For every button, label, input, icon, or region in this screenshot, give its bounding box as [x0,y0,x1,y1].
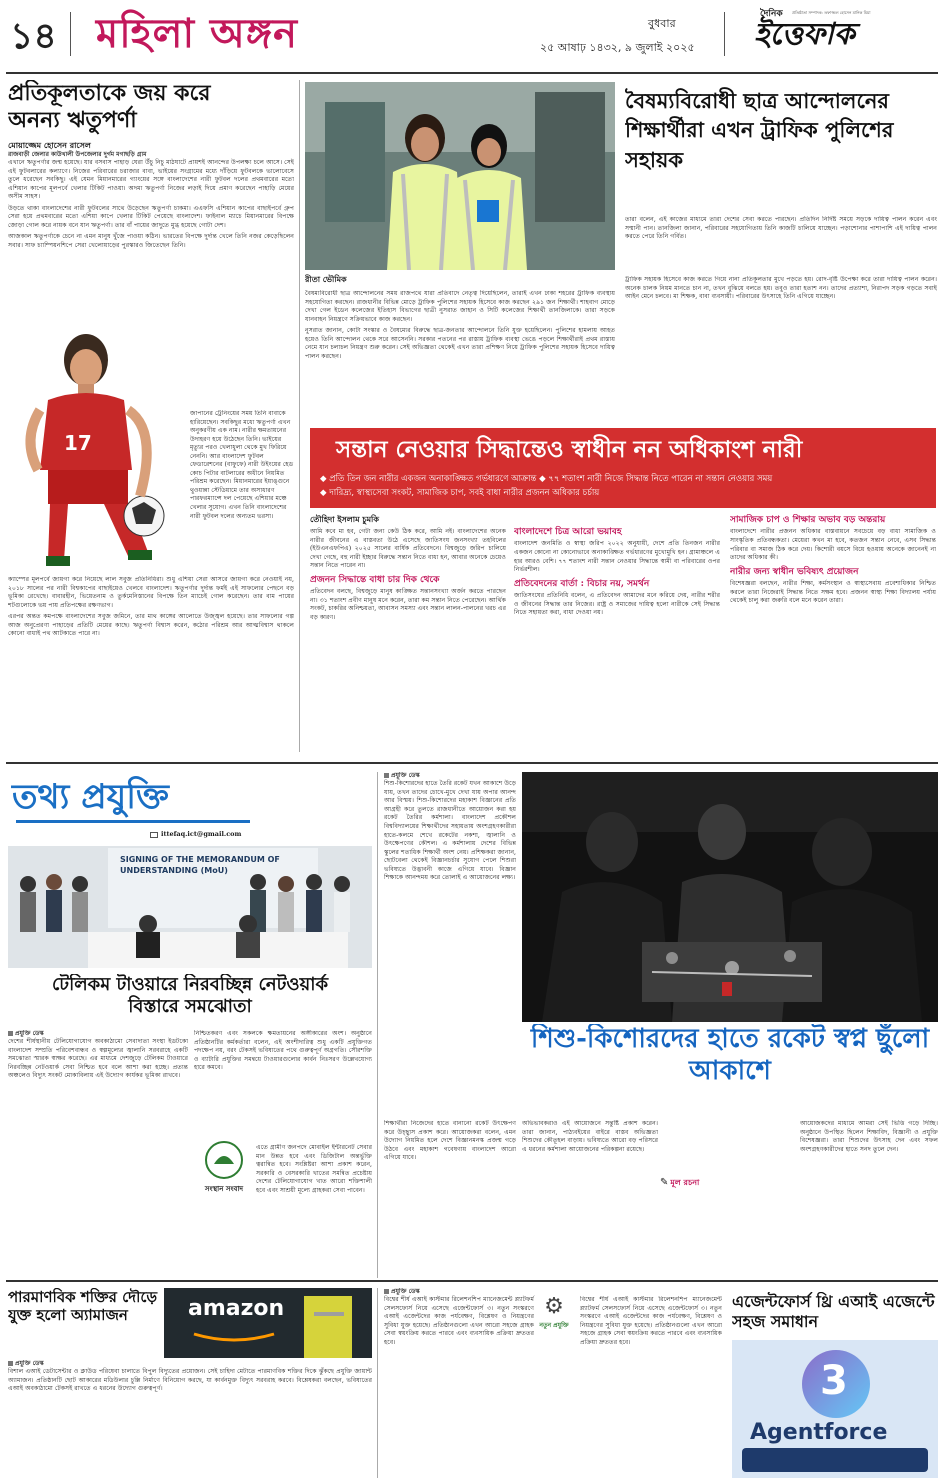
rituparna-sidecol: জাপানের ট্রেনিংয়ের সময় তিনি বাবাকে হারিয়েছেন। সবকিছুর মধ্যে ঋতুপর্ণা এখন অনুকরণীয় এক নাম। নারীর ক্ষমতায়নের উদাহরণ হয়ে উঠেছেন তিনি। ভাইয়ের মৃত্যুর পরও খেলাধুলা থেকে মুখ ফিরিয়ে নেননি। আর বাংলাদেশ ফুটবল ফেডারেশনের (বাফুফে) নারী উইংয়ের হেড কোচ পিটার বাটলারের অধীনে নিয়মিত পরিশ্রম করেছেন। মিয়ানমারের ইয়াঙ্গুনে থুওয়ান্না স্টেডিয়ামে তার অসাধারণ পারফরম্যান্সে দল পেয়েছে এশিয়ার মঞ্চে খেলার সুযোগ। এখন তিনি বাংলাদেশের নারী ফুটবল দলের অন্যতম ভরসা। [190,410,294,520]
svg-text:17: 17 [64,431,92,455]
telecom-col-3: এতে গ্রামীণ জনপদে মোবাইল ইন্টারনেট সেবার মান উন্নত হবে এবং ডিজিটাল অন্তর্ভুক্তি ত্বরান্বিত হবে। সংশ্লিষ্টরা আশা প্রকাশ করেন, সরকারি ও বেসরকারি খাতের সমন্বিত প্রচেষ্টায় দেশের টেলিযোগাযোগ খাত আরো শক্তিশালী হবে এবং সাশ্রয়ী মূল্যে গ্রাহকরা সেবা পাবেন। [256,1144,372,1194]
traffic-headline-box[interactable] [625,86,937,196]
tech-logo-underline [16,820,250,823]
tech-logo: তথ্য প্রযুক্তি [12,777,169,817]
para: এরপর অন্তত কমপক্ষে বাংলাদেশের সবুজ জমিনে, তার মাথ কাঙ্গের আলোতে উজ্জ্বল হয়েছে। তার সাফল্যের গল্প আজ অনুপ্রেরণা পাহাড়ের প্রতিটি মেয়ের কাছে। ঋতুপর্ণা বিশ্বাস করেন, কঠোর পরিশ্রম আর আত্মবিশ্বাস থাকলে কোনো বাধাই পথ আটকাতে পারে না। [8,613,294,638]
motherhood-col-2: বাংলাদেশে চিত্র আরো ভয়াবহ বাংলাদেশ জনমিতি ও স্বাস্থ্য জরিপ ২০২২ অনুযায়ী, দেশে প্রতি তিনজন নারীর একজন কোনো না কোনোভাবে অনাকাঙ্ক্ষিত গর্ভধারণের মুখোমুখি হন। গ্রামাঞ্চলে এ হার আরও বেশি। ৭৭ শতাংশ নারী সন্তান নেওয়ার সিদ্ধান্তে স্বামী বা পরিবারের ওপর নির্ভরশীল। প্রতিবেদনের বার্তা : বিচার নয়, সমর্থন জাতিসংঘের প্রতিনিধি বলেন, এ প্রতিবেদন আমাদের মনে করিয়ে দেয়, নারীর শরীর ও জীবনের সিদ্ধান্ত তার নিজের। রাষ্ট্র ও সমাজের দায়িত্ব হলো নারীকে সেই সিদ্ধান্ত নিতে সহায়তা করা, বাধা দেওয়া নয়। [514,527,720,617]
rocket-headline[interactable]: শিশু-কিশোরদের হাতে রকেট স্বপ্ন ছুঁলো আকাশে [530,1024,930,1086]
bullet-1: প্রতি তিন জন নারীর একজন অনাকাঙ্ক্ষিত গর্ভধারণে আক্রান্ত [329,474,537,484]
amazon-logo: amazon [188,1296,285,1321]
traffic-col: বৈষম্যবিরোধী ছাত্র আন্দোলনের সময় রাজপথে যারা প্রতিবাদে নেতৃত্ব দিয়েছিলেন, তারাই এখন ঢাকা শহরের ট্রাফিক ব্যবস্থায় সহযোগিতা করছেন। রাজধানীর বিভিন্ন মোড়ে ট্রাফিক পুলিশের সহায়ক হিসেবে কাজ করছেন ২৯১ জন শিক্ষার্থী। শাহবাগ মোড়ে দেখা গেল ইডেন কলেজের ইতিহাস বিভাগের ছাত্রী নুসরাত জাহান ও সিটি কলেজের শিক্ষার্থী তানজিলাকে। তারা সড়কে যানবাহন নিয়ন্ত্রণে সক্রিয়ভাবে কাজ করছেন। নুসরাত জানান, কোটা সংস্কার ও বৈষম্যের বিরুদ্ধে ছাত্র-জনতার আন্দোলনে তিনি যুক্ত হয়েছিলেন। পুলিশের হামলায় আহত হয়েও তিনি আন্দোলন থেকে সরে আসেননি। সরকার পতনের পর রাস্তায় ট্রাফিক ব্যবস্থা ভেঙে পড়লে শিক্ষার্থীরাই প্রথম রাস্তায় নেমে যান চলাচল নিয়ন্ত্রণ শুরু করেন। সেই অভিজ্ঞতা থেকেই এখন তারা প্রশিক্ষণ নিয়ে ট্রাফিক পুলিশের সহায়ক হিসেবে দায়িত্ব পালন করছেন। [305,290,615,360]
para: আজকাল ঋতুপর্ণাকে চেনে না এমন মানুষ খুঁজে পাওয়া কঠিন। ভারতের বিপক্ষে দুর্দান্ত খেলে তিনি নজর কেড়েছিলেন সবার। সাফ চ্যাম্পিয়নশিপে সেরা খেলোয়াড়ের পুরস্কারও জিতেছেন তিনি। [8,233,294,249]
masthead [0,0,945,72]
dateline: রাজবাড়ী জেলার কাউখালী উপজেলার দুর্গম মগাছড়ি গ্রাম [8,150,147,158]
amazon-photo [164,1288,372,1358]
subhead: সামাজিক চাপ ও শিক্ষার অভাব বড় অন্তরায় [730,515,886,525]
rocket-col-3: অভিভাবকরাও এই আয়োজনে সন্তুষ্টি প্রকাশ করেন। তারা জানান, পাঠ্যবইয়ের বাইরে বাস্তব অভিজ্ঞতা শিশুদের কৌতূহল বাড়ায়। ভবিষ্যতে আরো বড় পরিসরে এ ধরনের কর্মশালা আয়োজনের পরিকল্পনা রয়েছে। [522,1120,658,1153]
photo-banner: SIGNING OF THE MEMORANDUM OF UNDERSTANDING (MoU) [120,855,280,876]
bullet-3: দারিদ্র্য, স্বাস্থ্যসেবা সংকট, সামাজিক চাপ, সবই বাধা নারীর প্রজনন অধিকার চর্চায় [329,488,600,499]
rocket-col-4: আয়োজকদের মাধ্যমে আমরা সেই ভিত্তি গড়ে দিচ্ছি। অনুষ্ঠানে উপস্থিত ছিলেন শিক্ষাবিদ, বিজ্ঞানী ও প্রযুক্তি বিশেষজ্ঞরা। তারা শিশুদের উৎসাহ দেন এবং সফল অংশগ্রহণকারীদের হাতে সনদ তুলে দেন। [800,1120,938,1153]
page-number: ১৪ [10,15,57,57]
mail-icon [150,832,158,838]
subhead: নারীর জন্য স্বাধীন ভবিষ্যৎ প্রয়োজন [730,566,859,577]
subhead: বাংলাদেশে চিত্র আরো ভয়াবহ [514,527,622,537]
telecom-col-2: নিশ্চিতকরণ এবং সকলকে ক্ষমতায়নের অঙ্গীকারের অংশ। অনুষ্ঠানে প্রতিষ্ঠানটির কর্মকর্তারা বলেন, এই অংশীদারিত্ব শুধু একটি প্রযুক্তিগত পদক্ষেপ নয়, বরং টেকসই ভবিষ্যতের পথে গুরুত্বপূর্ণ অগ্রগতি। সৌরশক্তি ও ব্যাটারি প্রযুক্তির সমন্বয়ে টাওয়ারগুলোর কার্বন নিঃসরণ উল্লেখযোগ্য হারে কমবে। [194,1030,372,1072]
banner-title: সন্তান নেওয়ার সিদ্ধান্তেও স্বাধীন নন অধিকাংশ নারী [336,436,803,463]
desk-marker-icon [8,1031,13,1036]
rituparna-photo [8,320,188,572]
desk-label: প্রযুক্তি ডেস্ক [391,772,420,779]
motherhood-banner[interactable] [310,428,936,508]
desk-label: প্রযুক্তি ডেস্ক [15,1360,44,1367]
telecom-col-1: প্রযুক্তি ডেস্ক দেশের শীর্ষস্থানীয় টেলিযোগাযোগ অবকাঠামো সেবাদাতা সংস্থা ইডটকো বাংলাদেশ সম্প্রতি পরিবেশবান্ধব ও স্বল্পমূল্যের জ্বালানি সরবরাহে একটি সমঝোতা স্মারক স্বাক্ষর করেছে। এর মাধ্যমে দেশজুড়ে টেলিকম টাওয়ারে নিরবচ্ছিন্ন নেটওয়ার্ক সেবা নিশ্চিত হবে বলে আশা করা হচ্ছে। প্রত্যন্ত অঞ্চলেও বিদ্যুৎ সংকট মোকাবিলায় এই উদ্যোগ কার্যকর ভূমিকা রাখবে। [8,1030,188,1080]
amazon-body: প্রযুক্তি ডেস্ক বিশাল এআই ডেটাসেন্টার ও ক্লাউড পরিষেবা চালাতে বিপুল বিদ্যুতের প্রয়োজন। সেই চাহিদা মেটাতে পারমাণবিক শক্তির দিকে ঝুঁকছে প্রযুক্তি জায়ান্ট অ্যামাজন। প্রতিষ্ঠানটি ছোট আকারের মডিউলার চুল্লি নির্মাণে বিনিয়োগ করছে, যা কার্বনমুক্ত বিদ্যুৎ সরবরাহ করবে। বিশ্লেষকরা বলছেন, ভবিষ্যতের এআই অবকাঠামো টেকসই রাখতে এ ধরনের উদ্যোগ গুরুত্বপূর্ণ। [8,1360,372,1393]
desk-label: প্রযুক্তি ডেস্ক [15,1030,44,1037]
traffic-photo [305,82,615,270]
desk-marker-icon [8,1361,13,1366]
rituparna-bottom [8,576,294,752]
agentforce-logo: Agentforce [750,1420,888,1445]
para: ক্যাম্পের মূলপর্বে জায়গা করে নিয়েছে লাল সবুজ প্রতিনিধিরা। শুধু এশিয়া সেরা আসরে জায়গা করে নেওয়াই নয়, ২০১৮ সালের পর নারী বিশ্বকাপের বাছাইয়েও খেলবে বাংলাদেশ। ঋতুপর্ণার দুর্দান্ত ফর্মই এই সাফল্যের পেছনে বড় ভূমিকা রেখেছে। বাবারহীন, ভিয়েতনাম ও তুর্কমেনিস্তানের বিপক্ষে তিন ম্যাচেই গোল করেছেন। তার বাম পায়ের শটগুলোকে ভয় পায় প্রতিপক্ষের রক্ষণভাগ। [8,576,294,609]
amazon-headline[interactable]: পারমাণবিক শক্তির দৌড়ে যুক্ত হলো অ্যামাজন [8,1288,158,1325]
gear-icon: ⚙ [544,1294,564,1319]
desk-marker-icon [384,773,389,778]
section-title: মহিলা অঙ্গন [96,10,299,57]
paper-name: ইত্তেফাক [754,17,855,52]
headline: বৈষম্যবিরোধী ছাত্র আন্দোলনের শিক্ষার্থীরা এখন ট্রাফিক পুলিশের সহায়ক [625,88,894,172]
tech-email: ittefaq.ict@gmail.com [161,830,242,838]
tech-email-row[interactable] [150,830,300,842]
rocket-col-2: শিক্ষার্থীরা নিজেদের হাতে বানানো রকেট উৎক্ষেপণ করে উচ্ছ্বাস প্রকাশ করে। আয়োজকরা বলেন, এমন উদ্যোগ নিয়মিত হলে দেশে বিজ্ঞানমনস্ক প্রজন্ম গড়ে উঠবে এবং মহাকাশ গবেষণায় বাংলাদেশ আরো এগিয়ে যাবে। [384,1120,516,1162]
traffic-byline: রীতা ভৌমিক [305,274,347,284]
tech-section-logo[interactable] [8,772,298,832]
rocket-col-1: প্রযুক্তি ডেস্ক শিশু-কিশোরদের হাতে তৈরি রকেট যখন আকাশে উড়ে যায়, তখন তাদের চোখে-মুখে দেখা যায় অপার আনন্দ আর বিস্ময়। শিশু-কিশোরদের মহাকাশ বিজ্ঞানের প্রতি আগ্রহী করে তুলতে রাজধানীতে আয়োজন করা হয় রকেট তৈরির কর্মশালা। বাংলাদেশ প্রকৌশল বিশ্ববিদ্যালয়ের শিক্ষার্থীদের সহায়তায় অংশগ্রহণকারীরা হাতে-কলমে শেখে রকেটের নকশা, জ্বালানি ও উৎক্ষেপণের কৌশল। এ কর্মশালায় দেশের বিভিন্ন স্কুলের শতাধিক শিক্ষার্থী অংশ নেয়। প্রশিক্ষকরা জানান, ছোটবেলা থেকেই বিজ্ঞানচর্চার সুযোগ পেলে শিশুরা ভবিষ্যতে উদ্ভাবনী কাজে এগিয়ে যাবে। বিজ্ঞান শিক্ষাকে আনন্দময় করে তোলাই এ আয়োজনের লক্ষ্য। [384,772,516,882]
pen-icon: ✎ [660,1177,669,1188]
para: উড়তে থাকা বাংলাদেশের নারী ফুটবলের সাথে উড়েছেন ঋতুপর্ণা চাকমা। এএফসি এশিয়ান কাপের বাছাইপর্বে গ্রুপ সেরা হয়ে প্রথমবারের মতো এশিয়া কাপে খেলার টিকিট পেয়েছে বাংলাদেশ। ফাইনাল ম্যাচে মিয়ানমারের বিপক্ষে জোড়া গোল করে নায়ক বনে যান ঋতুপর্ণা। তার বাঁ পায়ের জাদুতে মুগ্ধ হয়েছে গোটা দেশ। [8,204,294,229]
bullet-icon: ◆ [539,474,549,484]
paper-tagline: প্রতিষ্ঠাতা সম্পাদক: তফাজ্জল হোসেন মানিক মিয়া [792,10,871,15]
date-line: ২৫ আষাঢ় ১৪৩২, ৯ জুলাই ২০২৫ [540,41,695,54]
desk-marker-icon [384,1289,389,1294]
agentforce-body: প্রযুক্তি ডেস্ক বিশ্বের শীর্ষ এআই কাস্টমার রিলেশনশিপ ম্যানেজমেন্ট প্ল্যাটফর্ম সেলসফোর্স নিয়ে এসেছে এজেন্টফোর্স ৩। নতুন সংস্করণে এআই এজেন্টদের কাজ পর্যবেক্ষণ, বিশ্লেষণ ও নিয়ন্ত্রণের সুবিধা যুক্ত হয়েছে। প্রতিষ্ঠানগুলো এখন আরো সহজে গ্রাহক সেবা স্বয়ংক্রিয় করতে পারবে এবং ব্যবসায়িক প্রক্রিয়া দ্রুততর হবে। [384,1288,534,1346]
telecom-photo [8,846,372,968]
weekday: বুধবার [648,17,676,30]
partner-logo-icon [204,1140,244,1180]
agentforce-photo [732,1340,938,1478]
traffic-col: তারা বলেন, এই কাজের মাধ্যমে তারা দেশের সেবা করতে পারছেন। প্রতিদিন নির্দিষ্ট সময়ে সড়কে দায়িত্ব পালন করেন এবং সম্মানী পান। তানজিলা জানান, পরিবারের সহযোগিতায় তিনি কাজটি চালিয়ে যাচ্ছেন। পড়াশোনার পাশাপাশি এই দায়িত্ব পালন করতে পেরে তিনি গর্বিত। [625,216,937,241]
traffic-col: ট্রাফিক সহায়ক হিসেবে কাজ করতে গিয়ে নানা প্রতিকূলতার মুখে পড়তে হয়। রোদ-বৃষ্টি উপেক্ষা করে তারা দায়িত্ব পালন করেন। অনেক চালক নিয়ম মানতে চান না, তখন বুঝিয়ে বলতে হয়। তবুও তারা হতাশ নন। তাদের প্রত্যাশা, নিরাপদ সড়ক গড়তে সবাই আইন মেনে চলবে। মা শিক্ষক, বাবা ব্যবসায়ী। পরিবারের উৎসাহে তিনি এগিয়ে যাচ্ছেন। [625,276,937,301]
partner-logo: সংস্থান সংবাদ [194,1140,254,1212]
paper-small: দৈনিক [760,9,783,19]
agentforce-badge: ⚙ নতুন প্রযুক্তি [539,1294,569,1330]
headline[interactable]: প্রতিকূলতাকে জয় করে অনন্য ঋতুপর্ণা [8,80,211,133]
desk-label: প্রযুক্তি ডেস্ক [391,1288,420,1295]
agentforce-col-2: বিশ্বের শীর্ষ এআই কাস্টমার রিলেশনশিপ ম্যানেজমেন্ট প্ল্যাটফর্ম সেলসফোর্স নিয়ে এসেছে এজেন্টফোর্স ৩। নতুন সংস্করণে এআই এজেন্টদের কাজ পর্যবেক্ষণ, বিশ্লেষণ ও নিয়ন্ত্রণের সুবিধা যুক্ত হয়েছে। প্রতিষ্ঠানগুলো এখন আরো সহজে গ্রাহক সেবা স্বয়ংক্রিয় করতে পারবে এবং ব্যবসায়িক প্রক্রিয়া দ্রুততর হবে। [580,1296,722,1346]
paper-logo[interactable] [748,8,938,66]
motherhood-col-1: তৌহিদা ইসলাম চুমকি আমি কবে মা হব, গেটা জন্য কেউ ঠিক করে, আমি নই। বাংলাদেশের অনেক নারীর জীবনের এ বাস্তবতা উঠে এসেছে জাতিসংঘ জনসংখ্যা তহবিলের (ইউএনএফপিএ) ২০২৫ সালের বার্ষিক প্রতিবেদনে। বিশ্বজুড়ে জরিপ চালিয়ে দেখা গেছে, বহু নারী ইচ্ছার বিরুদ্ধে সন্তান নিতে বাধ্য হন, আবার অনেকে চেয়েও সন্তান নিতে পারেন না। প্রজনন সিদ্ধান্তে বাধা চার দিক থেকে প্রতিবেদন বলছে, বিশ্বজুড়ে মানুষ কাঙ্ক্ষিত সন্তানসংখ্যা অর্জন করতে পারছেন না। ৩১ শতাংশ প্রবীণ মানুষ মনে করেন, তারা কম সন্তান নিতে পেরেছেন। আর্থিক সংকট, চাকরির অনিশ্চয়তা, আবাসন সমস্যা এবং সন্তান লালন-পালনের খরচ এর বড় কারণ। [310,514,506,621]
para: এখানে ঋতুপর্ণার জন্ম হয়েছে। যার বসবাস পাহাড় ঘেরা উঁচু নিচু মাঠঘাটে প্রায়শই আনন্দের উপলক্ষ্য চলে আসে। সেই এই ফুটবলারের কল্যাণে। নিজের পরিবারের চরাজার বাবা, ভাইয়ের সংগ্রামের মধ্যে দাঁড়িয়ে ফুটবলকে ভালোবেসে তুলে ধরেছেন সবকিছু। এই যেমন মিয়ানমারের গ্যাংয়ের সঙ্গে বাংলাদেশের নারী ফুটবল দলের প্রথমবারের মতো এশিয়ান কাপের মূলপর্বে খেলার টিকিট পাওয়া। অদম্য ঋতুপর্ণা নিজের লড়াই দিয়ে প্রমাণ করেছেন পাহাড়ি মেয়ের অসীম সাহস। [8,158,294,201]
subhead: প্রজনন সিদ্ধান্তে বাধা চার দিক থেকে [310,574,440,585]
agentforce-digit: 3 [820,1358,848,1404]
byline: মোয়াজ্জেম হোসেন রাসেল [8,139,91,150]
telecom-headline[interactable]: টেলিকম টাওয়ারে নিরবচ্ছিন্ন নেটওয়ার্ক বিস্তারে সমঝোতা [51,974,329,1017]
byline: তৌহিদা ইসলাম চুমকি [310,514,379,524]
agentforce-headline[interactable]: এজেন্টফোর্স থ্রি এআই এজেন্টে সহজ সমাধান [732,1292,935,1331]
subhead: প্রতিবেদনের বার্তা : বিচার নয়, সমর্থন [514,578,650,589]
rocket-badge: ✎ মূল রচনা [660,1177,700,1188]
rocket-photo [522,772,938,1022]
banner-bullets [320,472,930,501]
motherhood-col-3: সামাজিক চাপ ও শিক্ষার অভাব বড় অন্তরায় বাংলাদেশে নারীর প্রজনন অধিকার বাস্তবায়নে সবচেয়ে বড় বাধা সামাজিক ও সাংস্কৃতিক প্রতিবন্ধকতা। মেয়েরা কখন মা হবে, কতজন সন্তান নেবে, এসব সিদ্ধান্ত পরিবার বা সমাজ ঠিক করে দেয়। কিশোরী বয়সে বিয়ে হওয়ায় অনেকে জানেনই না তাদের অধিকার কী। নারীর জন্য স্বাধীন ভবিষ্যৎ প্রয়োজন বিশেষজ্ঞরা বলছেন, নারীর শিক্ষা, কর্মসংস্থান ও স্বাস্থ্যসেবায় প্রবেশাধিকার নিশ্চিত করলে তারা নিজেরাই সিদ্ধান্ত নিতে সক্ষম হবে। প্রজনন স্বাস্থ্য শিক্ষা বিদ্যালয় পর্যায় থেকেই চালু করা জরুরি বলে মনে করেন তারা। [730,515,936,605]
bullet-icon: ◆ [320,474,330,484]
bullet-icon: ◆ [320,488,330,499]
bullet-2: ৭৭ শতাংশ নারী নিজে সিদ্ধান্ত নিতে পারেন না সন্তান নেওয়ার সময় [548,474,773,484]
